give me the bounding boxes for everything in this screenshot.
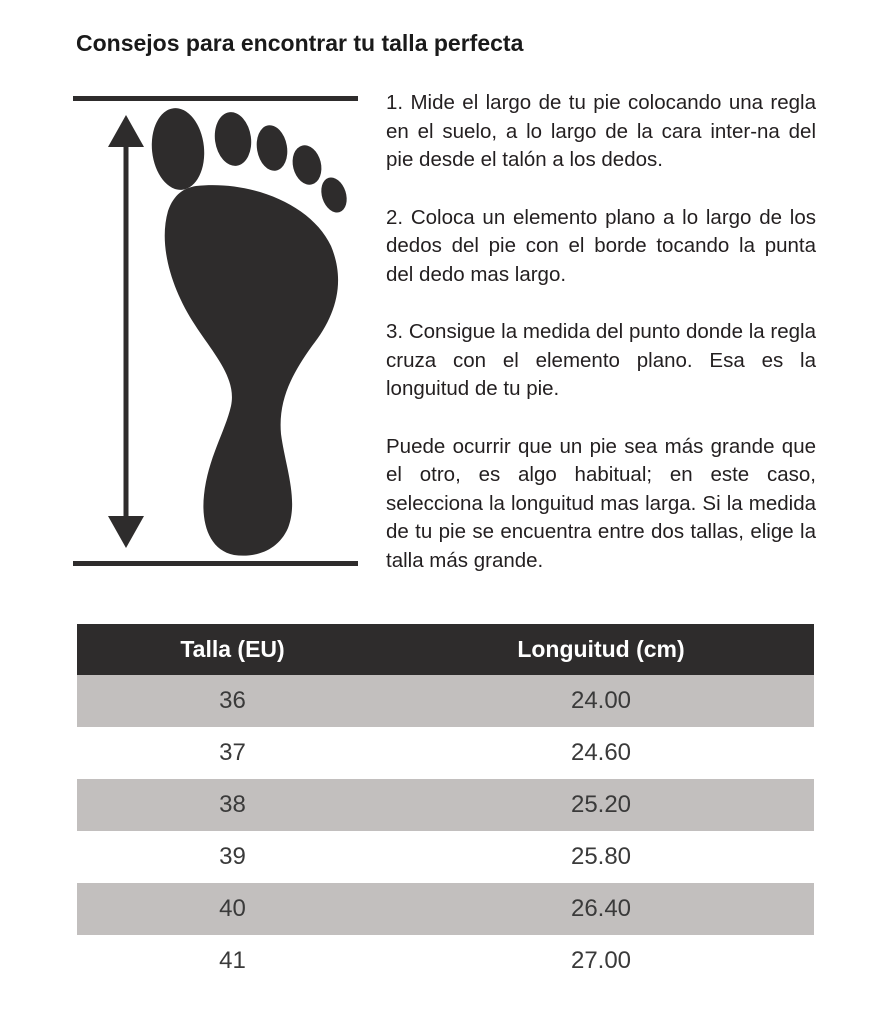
size-cell: 38 [77, 779, 388, 831]
table-row [77, 727, 814, 779]
length-cell: 24.60 [570, 739, 632, 766]
length-cell: 26.40 [388, 883, 814, 935]
table-row [77, 883, 814, 935]
top-measure-line [73, 96, 358, 101]
instruction-step-3: 3. Consigue la medida del punto donde la regla cruza con el elemento plano. Esa es la longuitud de tu pie. [386, 320, 816, 400]
size-cell: 41 [219, 947, 246, 974]
instruction-note: Puede ocurrir que un pie sea más grande que el otro, es algo habitual; en este caso, selecciona la longuitud mas larga. Si la medida de tu pie se encuentra entre dos tallas, elige la talla más grande. [386, 434, 816, 572]
instruction-step-1: 1. Mide el largo de tu pie colocando una regla en el suelo, a lo largo de la cara inter-na del pie desde el talón a los dedos. [386, 91, 816, 171]
table-row [77, 831, 814, 883]
table-row [77, 675, 814, 727]
double-arrow-icon [108, 115, 144, 548]
table-row [77, 935, 814, 987]
length-cell: 25.80 [570, 843, 632, 870]
instruction-step-2: 2. Coloca un elemento plano a lo largo de los dedos del pie con el borde tocando la punta del dedo mas largo. [386, 205, 816, 286]
size-table-header-row [77, 624, 814, 675]
page-title: Consejos para encontrar tu talla perfecta [76, 30, 524, 56]
footprint-icon [148, 106, 351, 556]
size-cell: 40 [77, 883, 388, 935]
instructions-text [386, 89, 816, 604]
length-cell: 24.00 [388, 675, 814, 727]
table-row [77, 779, 814, 831]
bottom-measure-line [73, 561, 358, 566]
size-table [77, 624, 814, 987]
length-cell: 25.20 [388, 779, 814, 831]
size-cell: 37 [219, 739, 246, 766]
size-cell: 39 [219, 843, 246, 870]
size-cell: 36 [77, 675, 388, 727]
length-column-header: Longuitud (cm) [388, 624, 814, 675]
size-column-header: Talla (EU) [77, 624, 388, 675]
length-cell: 27.00 [570, 947, 632, 974]
